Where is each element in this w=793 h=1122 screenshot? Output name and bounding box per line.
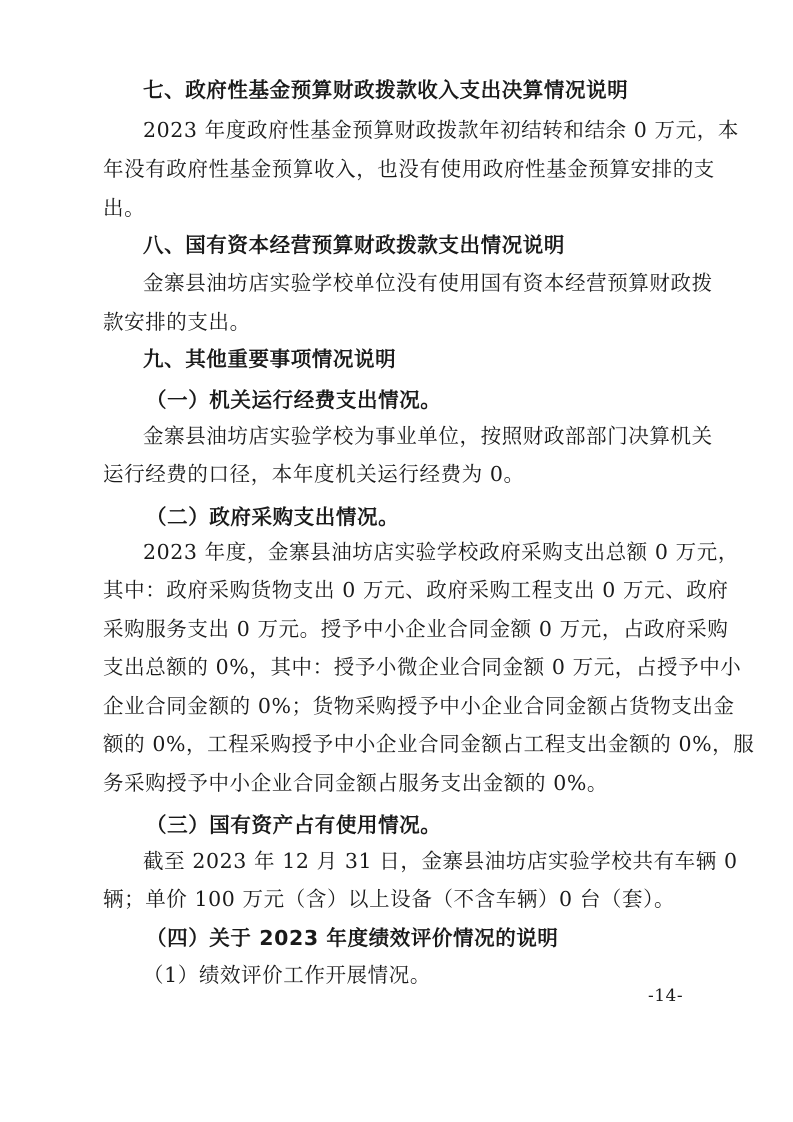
paragraph-line: 额的 0%，工程采购授予中小企业合同金额占工程支出金额的 0%，服 [103,732,755,756]
paragraph-line: （1）绩效评价工作开展情况。 [143,963,431,987]
subsection-heading-3: （三）国有资产占有使用情况。 [146,813,442,837]
paragraph-line: 其中：政府采购货物支出 0 万元、政府采购工程支出 0 万元、政府 [103,578,729,602]
paragraph-line: 年没有政府性基金预算收入，也没有使用政府性基金预算安排的支 [103,157,715,181]
paragraph-line: 2023 年度，金寨县油坊店实验学校政府采购支出总额 0 万元， [143,540,739,564]
paragraph-line: 运行经费的口径，本年度机关运行经费为 0。 [103,462,525,486]
paragraph-line: 金寨县油坊店实验学校为事业单位，按照财政部部门决算机关 [143,424,713,448]
paragraph-line: 务采购授予中小企业合同金额占服务支出金额的 0%。 [103,771,609,795]
section-heading-8: 八、国有资本经营预算财政拨款支出情况说明 [143,233,565,257]
subsection-heading-1: （一）机关运行经费支出情况。 [146,388,442,412]
paragraph-line: 支出总额的 0%，其中：授予小微企业合同金额 0 万元，占授予中小 [103,655,742,679]
paragraph-line: 出。 [103,196,146,220]
paragraph-line: 款安排的支出。 [103,310,251,334]
paragraph-line: 企业合同金额的 0%；货物采购授予中小企业合同金额占货物支出金 [103,694,735,718]
paragraph-line: 2023 年度政府性基金预算财政拨款年初结转和结余 0 万元，本 [143,118,739,142]
section-heading-9: 九、其他重要事项情况说明 [143,347,397,371]
paragraph-line: 金寨县油坊店实验学校单位没有使用国有资本经营预算财政拨 [143,271,713,295]
subsection-heading-4: （四）关于 2023 年度绩效评价情况的说明 [146,926,559,950]
paragraph-line: 采购服务支出 0 万元。授予中小企业合同金额 0 万元，占政府采购 [103,617,729,641]
paragraph-line: 辆；单价 100 万元（含）以上设备（不含车辆）0 台（套）。 [103,887,676,911]
page-number: -14- [648,986,684,1006]
paragraph-line: 截至 2023 年 12 月 31 日，金寨县油坊店实验学校共有车辆 0 [143,849,738,873]
subsection-heading-2: （二）政府采购支出情况。 [146,505,400,529]
section-heading-7: 七、政府性基金预算财政拨款收入支出决算情况说明 [143,78,629,102]
